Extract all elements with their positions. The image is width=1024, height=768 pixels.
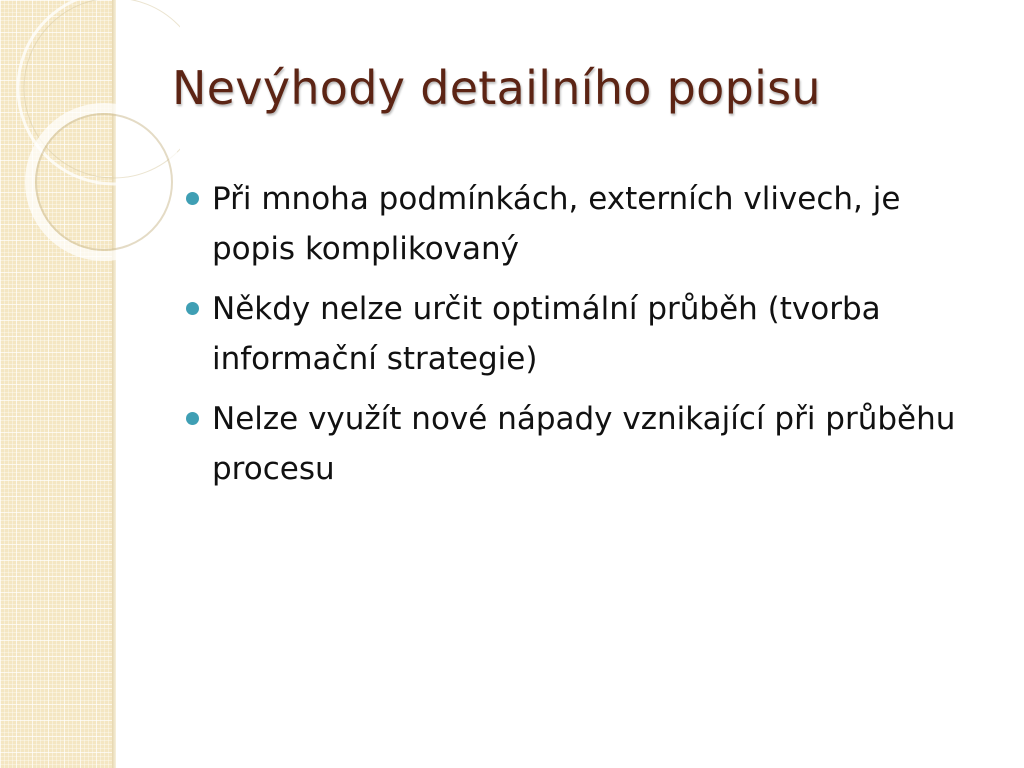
bullet-text: Při mnoha podmínkách, externích vlivech, je popis komplikovaný — [212, 181, 901, 267]
bullet-text: Nelze využít nové nápady vznikající při průběhu procesu — [212, 401, 956, 487]
bullet-item — [186, 284, 986, 384]
bullet-dot-icon — [186, 412, 199, 425]
ring-large-outer — [18, 0, 180, 184]
bullet-dot-icon — [186, 302, 199, 315]
ring-large-inner — [24, 0, 180, 178]
bullet-dot-icon — [186, 192, 199, 205]
bullet-text: Někdy nelze určit optimální průběh (tvorba informační strategie) — [212, 291, 881, 377]
decorative-rings — [0, 0, 180, 280]
bullet-list — [186, 174, 986, 504]
slide-title: Nevýhody detailního popisu — [172, 61, 821, 115]
bullet-item — [186, 174, 986, 274]
bullet-item — [186, 394, 986, 494]
